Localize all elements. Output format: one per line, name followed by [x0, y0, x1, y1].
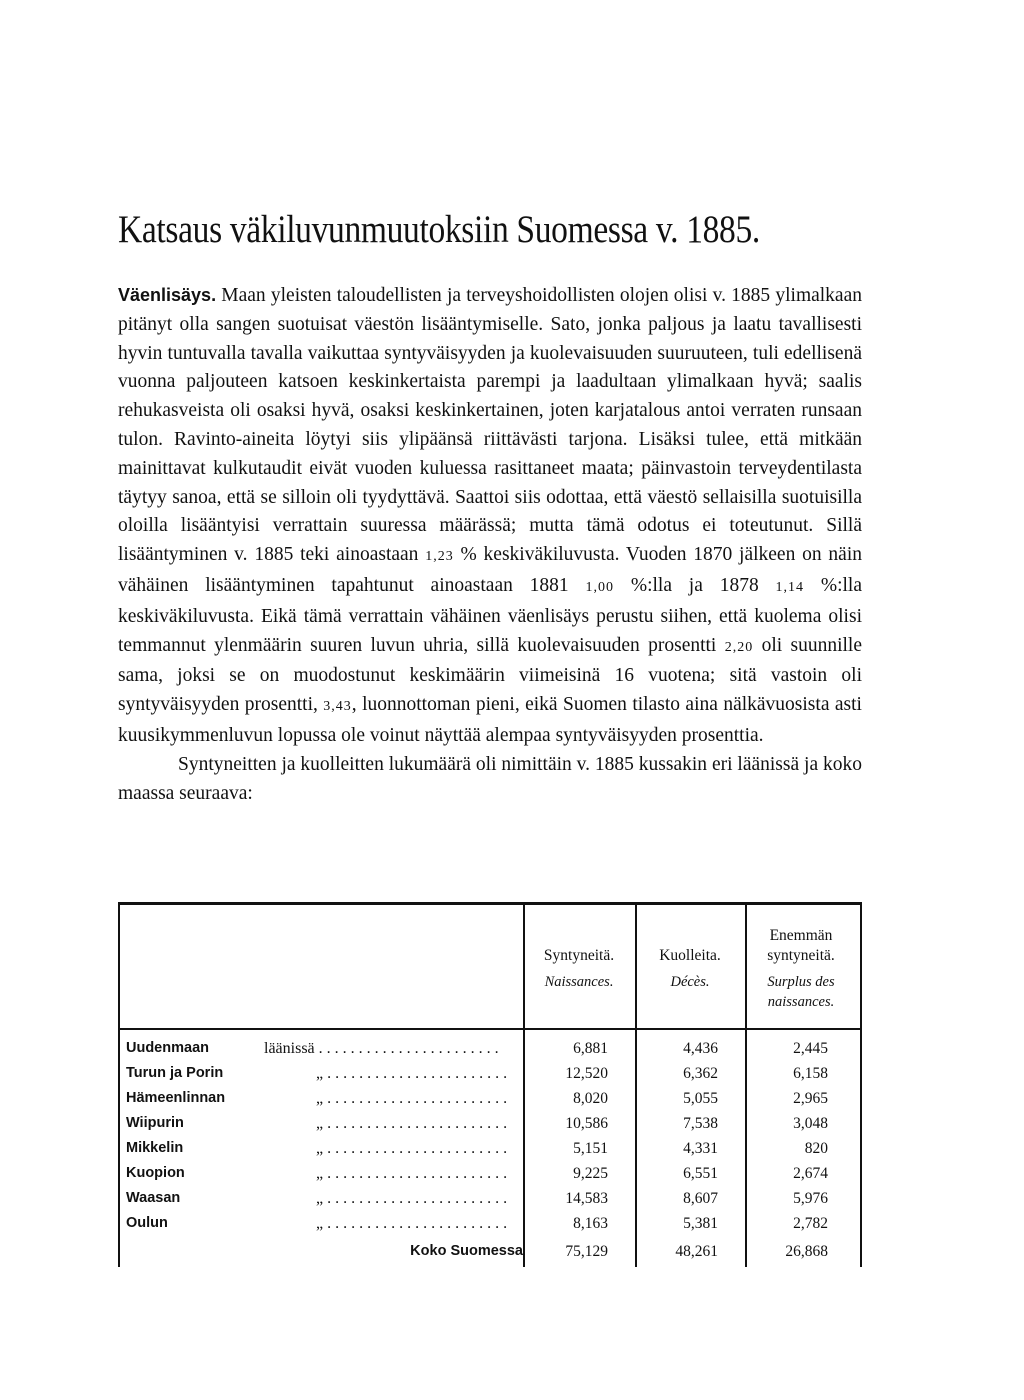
paragraph-1-number-2: 1,00	[585, 579, 614, 595]
header-surplus-fi-1: Enemmän	[769, 927, 833, 944]
row-name: Oulun	[126, 1215, 168, 1231]
row-deaths: 8,607	[683, 1190, 718, 1207]
row-births: 10,586	[565, 1115, 608, 1132]
row-deaths: 5,055	[683, 1090, 718, 1107]
paragraph-1-text-6: , luonnottoman pieni, eikä Suomen tilasto aina nälkävuosista asti kuusikymmenluvun lopussa ole voinut näyttää alempaa syntyväisyyden prosenttia.	[118, 694, 862, 746]
row-suffix: „ . . . . . . . . . . . . . . . . . . . . . . .	[316, 1190, 508, 1207]
row-surplus: 6,158	[793, 1065, 828, 1082]
row-name: Uudenmaan	[126, 1040, 209, 1056]
page-title: Katsaus väkiluvunmuutoksiin Suomessa v. 1885.	[118, 208, 760, 251]
row-births: 14,583	[565, 1190, 608, 1207]
header-births-fr: Naissances.	[544, 974, 614, 990]
total-surplus: 26,868	[785, 1243, 828, 1260]
row-births: 12,520	[565, 1065, 608, 1082]
header-surplus-fr-2: naissances.	[767, 994, 835, 1010]
row-births: 8,020	[573, 1090, 608, 1107]
row-suffix: „ . . . . . . . . . . . . . . . . . . . . . . .	[316, 1090, 508, 1107]
header-spacer	[635, 926, 745, 946]
row-suffix: „ . . . . . . . . . . . . . . . . . . . . . . .	[316, 1165, 508, 1182]
total-deaths: 48,261	[675, 1243, 718, 1260]
row-suffix-text: „	[316, 1165, 324, 1182]
row-deaths: 7,538	[683, 1115, 718, 1132]
row-name: Wiipurin	[126, 1115, 184, 1131]
table-row	[118, 1061, 862, 1086]
row-name: Turun ja Porin	[126, 1065, 224, 1081]
paragraph-1-text-1: Maan yleisten taloudellisten ja terveyshoidollisten olojen olisi v. 1885 ylimalkaan pitänyt olla sangen suotuisat väestön lisääntymiselle. Sato, jonka paljous ja laatu tavallisesti hyvin tuntuvalla tavalla vaikuttaa syntyväisyyden ja kuolevaisuuden suuruuteen, tuli edellisenä vuonna paljouteen katsoen keskinkertaista parempi ja laadultaan ylimalkaan hyvä; saalis rehukasveista oli osaksi hyvä, osaksi keskinkertainen, joten karjatalous antoi verraten runsaan tulon. Ravinto-aineita löytyi siis ylipäänsä riittävästi tarjona. Lisäksi tulee, että mitkään mainittavat kulkutaudit eivät vuoden kuluessa rasittaneet maata; päinvastoin terveydentilasta täytyy sanoa, että se silloin oli tyydyttävä. Saattoi siis odottaa, että väestö sellaisilla suotuisilla oloilla lisääntyisi verrattain suuressa määrässä; mutta tämä odotus ei toteutunut. Sillä lisääntyminen v. 1885 teki ainoastaan	[118, 285, 862, 566]
row-surplus: 3,048	[793, 1115, 828, 1132]
row-suffix-text: „	[316, 1065, 324, 1082]
header-surplus-fr-1: Surplus des	[767, 974, 835, 990]
paragraph-1-text-4: %:lla keskiväkiluvusta. Eikä tämä verrattain vähäinen väenlisäys perustu siihen, että kuolema olisi temmannut ylenmäärin suuren luvun uhria, sillä kuolevaisuuden prosentti	[118, 574, 862, 656]
row-deaths: 5,381	[683, 1215, 718, 1232]
row-suffix-text: „	[316, 1215, 324, 1232]
paragraph-1	[118, 281, 862, 751]
row-suffix-text: „	[316, 1190, 324, 1207]
paragraph-lead: Väenlisäys.	[118, 285, 217, 305]
row-surplus: 2,445	[793, 1040, 828, 1057]
row-name: Kuopion	[126, 1165, 185, 1181]
table-header-rule	[118, 1028, 862, 1030]
table-row	[118, 1186, 862, 1211]
table-row	[118, 1086, 862, 1111]
table-row	[118, 1211, 862, 1236]
row-suffix: „ . . . . . . . . . . . . . . . . . . . . . . .	[316, 1065, 508, 1082]
header-deaths-fi: Kuolleita.	[659, 947, 721, 964]
row-suffix: „ . . . . . . . . . . . . . . . . . . . . . . .	[316, 1215, 508, 1232]
paragraph-1-text-3: %:lla ja 1878	[614, 574, 776, 596]
header-births	[524, 926, 634, 992]
row-deaths: 6,362	[683, 1065, 718, 1082]
table-row	[118, 1036, 862, 1061]
row-suffix: „ . . . . . . . . . . . . . . . . . . . . . . .	[316, 1140, 508, 1157]
paragraph-1-number-5: 3,43	[323, 699, 352, 715]
row-surplus: 2,782	[793, 1215, 828, 1232]
births-deaths-table	[118, 902, 862, 1267]
header-surplus	[746, 926, 856, 1012]
row-suffix: „ . . . . . . . . . . . . . . . . . . . . . . .	[316, 1115, 508, 1132]
row-births: 9,225	[573, 1165, 608, 1182]
paragraph-1-number-3: 1,14	[775, 579, 805, 595]
table-row	[118, 1111, 862, 1136]
row-deaths: 4,436	[683, 1040, 718, 1057]
table-body	[118, 1036, 862, 1236]
body-text	[118, 281, 862, 808]
row-surplus: 5,976	[793, 1190, 828, 1207]
header-births-fi: Syntyneitä.	[543, 947, 615, 964]
row-deaths: 4,331	[683, 1140, 718, 1157]
row-surplus: 2,965	[793, 1090, 828, 1107]
header-deaths	[635, 926, 745, 992]
row-suffix-text: „	[316, 1090, 324, 1107]
total-label: Koko Suomessa	[410, 1243, 523, 1259]
row-suffix-text: „	[316, 1115, 324, 1132]
row-suffix-text: „	[316, 1140, 324, 1157]
row-deaths: 6,551	[683, 1165, 718, 1182]
paragraph-1-text-2: % keskiväkiluvusta. Vuoden 1870 jälkeen on näin vähäinen lisääntyminen tapahtunut ainoastaan 1881	[118, 544, 862, 596]
row-name: Hämeenlinnan	[126, 1090, 226, 1106]
row-surplus: 2,674	[793, 1165, 828, 1182]
row-name: Mikkelin	[126, 1140, 184, 1156]
row-name: Waasan	[126, 1190, 181, 1206]
paragraph-1-number-1: 1,23	[425, 549, 454, 565]
row-suffix-text: läänissä	[264, 1040, 315, 1057]
table-row	[118, 1136, 862, 1161]
header-surplus-fi-2: syntyneitä.	[767, 947, 835, 964]
row-surplus: 820	[804, 1140, 828, 1157]
row-births: 8,163	[573, 1215, 608, 1232]
table-total-row	[118, 1239, 862, 1264]
row-births: 5,151	[573, 1140, 608, 1157]
document-page	[118, 210, 862, 808]
paragraph-2: Syntyneitten ja kuolleitten lukumäärä oli nimittäin v. 1885 kussakin eri läänissä ja koko maassa seuraava:	[118, 753, 862, 804]
header-deaths-fr: Décès.	[670, 974, 710, 990]
table-top-rule	[118, 902, 862, 905]
paragraph-1-number-4: 2,20	[724, 639, 754, 655]
table-row	[118, 1161, 862, 1186]
row-births: 6,881	[573, 1040, 608, 1057]
paragraph-1-text-5: oli suunnille sama, joksi se on muodostunut keskimäärin viimeisinä 16 vuotena; sitä vastoin oli syntyväisyyden prosentti,	[118, 634, 862, 716]
row-suffix: läänissä . . . . . . . . . . . . . . . . . . . . . . .	[264, 1040, 499, 1057]
total-births: 75,129	[565, 1243, 608, 1260]
header-spacer	[524, 926, 634, 946]
